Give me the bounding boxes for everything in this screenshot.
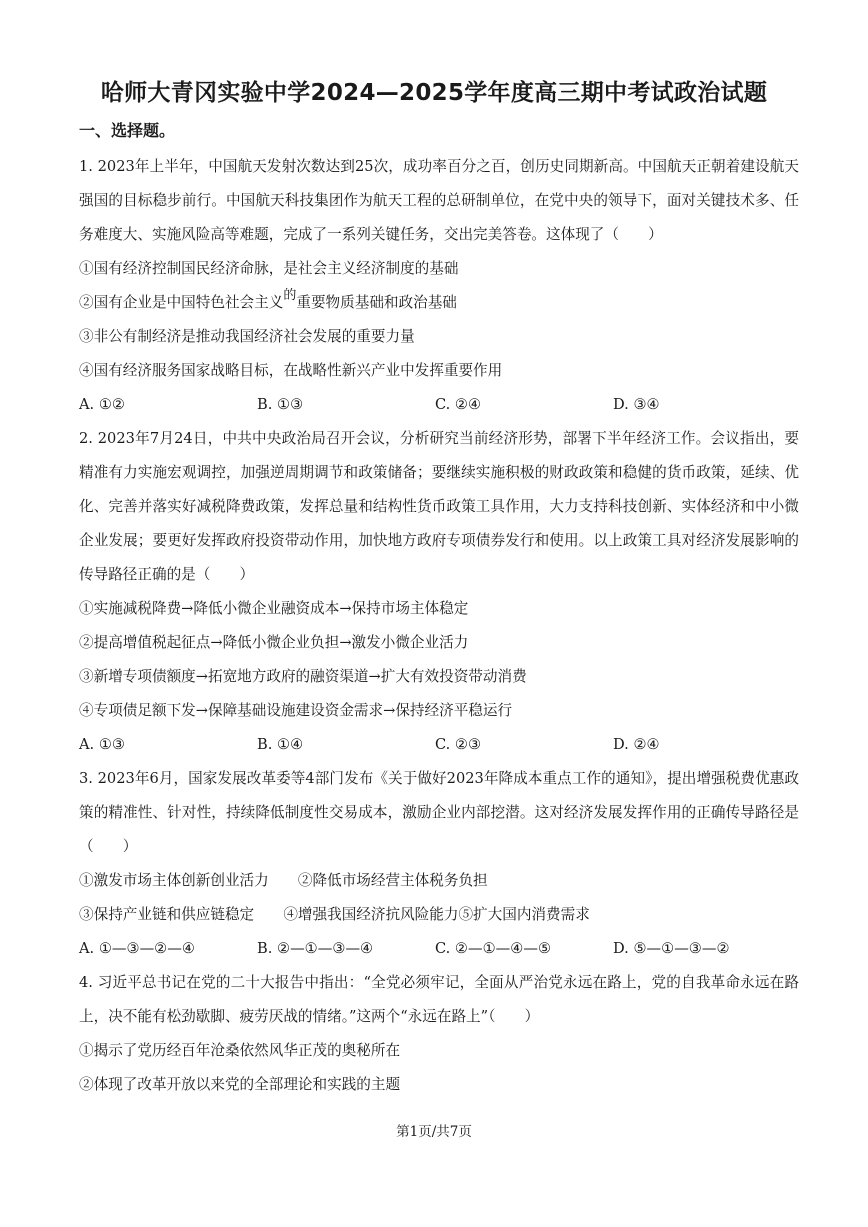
choice-a: A. ①—③—②—④ [79,940,195,957]
option-item: ①揭示了党历经百年沧桑依然风华正茂的奥秘所在 [79,1042,401,1059]
option-item: ①实施减税降费→降低小微企业融资成本→保持市场主体稳定 [79,600,469,617]
choice-b: B. ①④ [257,736,304,753]
answer-choices [79,388,799,422]
question-3 [79,762,799,966]
choice-d: D. ⑤—①—③—② [613,940,730,957]
option-item: ③非公有制经济是推动我国经济社会发展的重要力量 [79,328,415,345]
option-item [79,286,799,320]
answer-choices [79,728,799,762]
option-item: ④专项债足额下发→保障基础设施建设资金需求→保持经济平稳运行 [79,702,513,719]
question-stem: 3. 2023年6月，国家发展改革委等4部门发布《关于做好2023年降成本重点工作的通知》，提出增强税费优惠政策的精准性、针对性，持续降低制度性交易成本，激励企业内部挖潜。这对经济发展发挥作用的正确传导路径是（ ） [79,770,799,855]
choice-c: C. ②—①—④—⑤ [435,940,552,957]
choice-c: C. ②③ [435,736,482,753]
page-title: 哈师大青冈实验中学2024—2025学年度高三期中考试政治试题 [100,80,768,106]
question-stem: 4. 习近平总书记在党的二十大报告中指出：“全党必须牢记，全面从严治党永远在路上，党的自我革命永远在路上，决不能有松劲歇脚、疲劳厌战的情绪。”这两个“永远在路上”（ ） [79,974,799,1025]
question-4 [79,966,799,1102]
question-stem: 2. 2023年7月24日，中共中央政治局召开会议，分析研究当前经济形势，部署下半年经济工作。会议指出，要精准有力实施宏观调控，加强逆周期调节和政策储备；要继续实施积极的财政政策和稳健的货币政策，延续、优化、完善并落实好减税降费政策，发挥总量和结构性货币政策工具作用，大力支持科技创新、实体经济和中小微企业发展；要更好发挥政府投资带动作用，加快地方政府专项债券发行和使用。以上政策工具对经济发展影响的传导路径正确的是（ ） [79,430,799,583]
choice-a: A. ①③ [79,736,125,753]
answer-choices [79,932,799,966]
option-text: ②国有企业是中国特色社会主义 [79,294,284,311]
question-2 [79,422,799,762]
question-stem: 1. 2023年上半年，中国航天发射次数达到25次，成功率百分之百，创历史同期新高。中国航天正朝着建设航天强国的目标稳步前行。中国航天科技集团作为航天工程的总研制单位，在党中央的领导下，面对关键技术多、任务难度大、实施风险高等难题，完成了一系列关键任务，交出完美答卷。这体现了（ ） [79,158,799,243]
option-item: ②体现了改革开放以来党的全部理论和实践的主题 [79,1076,401,1093]
choice-d: D. ②④ [613,736,660,753]
question-1 [79,150,799,422]
option-item: ③保持产业链和供应链稳定 ④增强我国经济抗风险能力⑤扩大国内消费需求 [79,906,590,923]
option-item: ②提高增值税起征点→降低小微企业负担→激发小微企业活力 [79,634,469,651]
choice-a: A. ①② [79,396,125,413]
option-text: 重要物质基础和政治基础 [296,294,457,311]
section-heading: 一、选择题。 [79,121,176,140]
option-superscript: 的 [283,288,297,303]
choice-b: B. ②—①—③—④ [257,940,374,957]
choice-b: B. ①③ [257,396,304,413]
option-item: ①激发市场主体创新创业活力 ②降低市场经营主体税务负担 [79,872,488,889]
choice-c: C. ②④ [435,396,482,413]
choice-d: D. ③④ [613,396,660,413]
page-number: 第1页/共7页 [396,1124,472,1140]
option-item: ①国有经济控制国民经济命脉，是社会主义经济制度的基础 [79,260,459,277]
option-item: ③新增专项债额度→拓宽地方政府的融资渠道→扩大有效投资带动消费 [79,668,527,685]
question-list [79,150,799,1102]
option-item: ④国有经济服务国家战略目标，在战略性新兴产业中发挥重要作用 [79,362,503,379]
